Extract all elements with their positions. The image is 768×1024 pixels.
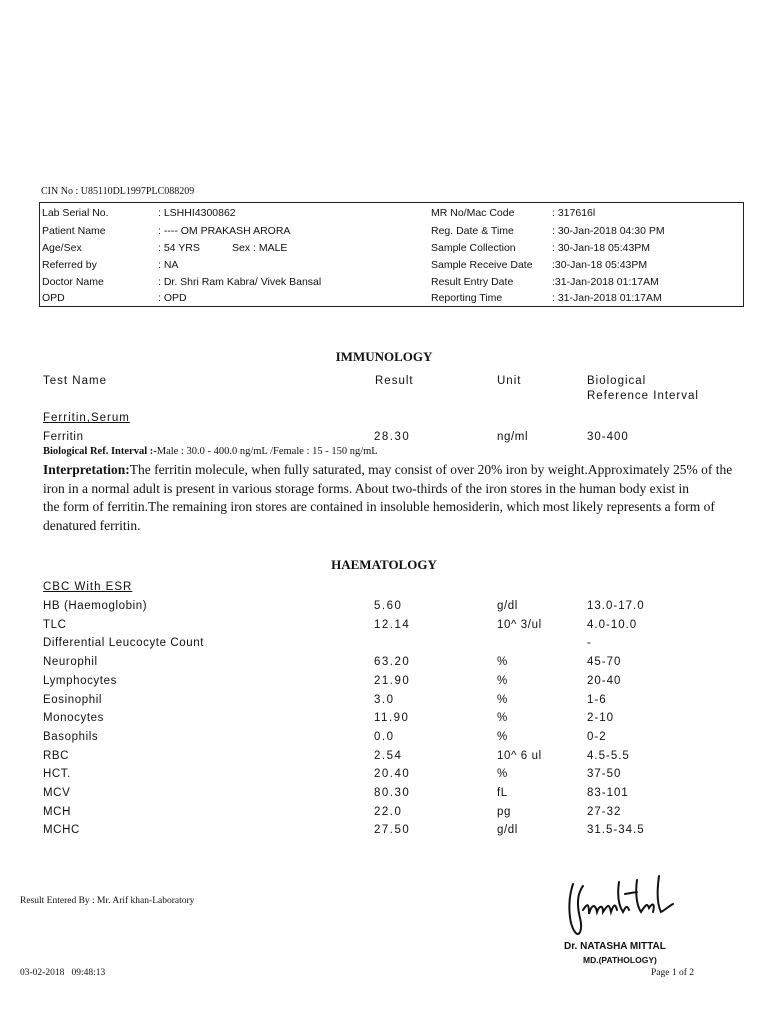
col-unit: Unit (497, 375, 522, 387)
patient-name-label: Patient Name (42, 225, 106, 237)
test-result: 28.30 (374, 431, 411, 443)
reporting-time-value: : 31-Jan-2018 01:17AM (552, 292, 662, 304)
sample-receive-value: :30-Jan-18 05:43PM (552, 259, 648, 271)
info-row (40, 225, 743, 242)
test-reference: 13.0-17.0 (587, 600, 645, 612)
test-name: Ferritin (43, 431, 84, 443)
test-name: MCV (43, 787, 71, 799)
test-reference: 37-50 (587, 768, 622, 781)
col-result: Result (375, 375, 414, 387)
test-result: 80.30 (374, 787, 411, 799)
test-unit: % (497, 656, 508, 669)
info-row (40, 292, 743, 309)
test-unit: 10^ 6 ul (497, 749, 542, 762)
test-result: 11.90 (374, 712, 410, 725)
interpretation-text-1: The ferritin molecule, when fully saturated, may consist of over 20% iron by weight.Approximately 25% of the iron in a normal adult is present in various storage forms. About two-thirds of the iron stores in the human body exist in (43, 462, 733, 496)
test-name: MCHC (43, 824, 80, 837)
patient-name-value: : ---- OM PRAKASH ARORA (158, 225, 291, 237)
test-reference: 45-70 (587, 656, 622, 669)
test-unit: % (497, 674, 508, 687)
test-unit: fL (497, 787, 508, 799)
test-reference: 20-40 (587, 674, 622, 687)
test-unit: % (497, 712, 508, 725)
ferritin-ref-interval (43, 446, 378, 457)
col-ref-line2: Reference Interval (587, 390, 699, 402)
info-row (40, 207, 743, 224)
test-reference: 4.5-5.5 (587, 749, 630, 762)
age-value: : 54 YRS (158, 242, 200, 254)
page-number: Page 1 of 2 (651, 968, 695, 978)
info-row (40, 276, 743, 293)
interpretation (43, 461, 735, 535)
print-date: 03-02-2018 (20, 968, 65, 978)
sex-value: Sex : MALE (232, 242, 288, 254)
mr-value: : 317616l (552, 207, 596, 219)
doctor-name: Dr. NATASHA MITTAL (564, 941, 666, 952)
signature (563, 872, 678, 940)
table-row (0, 656, 768, 674)
test-name: Eosinophil (43, 693, 103, 706)
table-row (0, 712, 768, 730)
table-row (0, 675, 768, 693)
ferritin-group-heading: Ferritin,Serum (43, 412, 130, 424)
test-name: RBC (43, 749, 70, 762)
test-result: 63.20 (374, 656, 411, 669)
table-row (0, 600, 768, 618)
test-reference: 31.5-34.5 (587, 824, 645, 837)
test-result: 20.40 (374, 768, 411, 781)
test-reference: 2-10 (587, 712, 615, 725)
test-name: HB (Haemoglobin) (43, 600, 148, 612)
test-unit: % (497, 768, 508, 781)
doctor-value: : Dr. Shri Ram Kabra/ Vivek Bansal (158, 276, 322, 288)
result-entry-label: Result Entry Date (431, 276, 514, 288)
reporting-time-label: Reporting Time (431, 292, 503, 304)
reg-date-label: Reg. Date & Time (431, 225, 514, 237)
test-name: Monocytes (43, 712, 105, 725)
referred-value: : NA (158, 259, 179, 271)
test-name: Differential Leucocyte Count (43, 637, 205, 650)
table-row (0, 694, 768, 712)
table-row (0, 637, 768, 655)
test-result: 22.0 (374, 805, 403, 818)
test-result: 27.50 (374, 824, 411, 837)
test-result: 5.60 (374, 600, 403, 612)
sample-receive-label: Sample Receive Date (431, 259, 533, 271)
test-unit: % (497, 730, 508, 743)
table-row (0, 806, 768, 824)
interpretation-text-2: the form of ferritin.The remaining iron stores are contained in insoluble hemosiderin, which most likely represents a form of denatured ferritin. (43, 499, 715, 533)
result-entry-value: :31-Jan-2018 01:17AM (552, 276, 659, 288)
table-row (0, 619, 768, 637)
print-time: 09:48:13 (71, 968, 106, 978)
print-datetime (20, 968, 105, 978)
test-name: Lymphocytes (43, 674, 117, 687)
test-unit: pg (497, 805, 511, 818)
test-result: 3.0 (374, 693, 395, 706)
lab-serial-label: Lab Serial No. (42, 207, 109, 219)
reg-date-value: : 30-Jan-2018 04:30 PM (552, 225, 665, 237)
test-result: 12.14 (374, 618, 411, 631)
table-row (0, 787, 768, 805)
opd-label: OPD (42, 292, 65, 304)
test-name: Neurophil (43, 656, 98, 669)
test-reference: 1-6 (587, 693, 607, 706)
test-result: 0.0 (374, 730, 395, 743)
test-reference: 83-101 (587, 787, 629, 799)
opd-value: : OPD (158, 292, 187, 304)
test-reference: 27-32 (587, 805, 622, 818)
test-reference: - (587, 637, 592, 650)
cin-number: CIN No : U85110DL1997PLC088209 (41, 186, 195, 197)
result-entered-by: Result Entered By : Mr. Arif khan-Laboratory (20, 896, 195, 906)
test-name: Basophils (43, 730, 99, 743)
info-row (40, 242, 743, 259)
cbc-group-heading: CBC With ESR (43, 581, 133, 593)
referred-label: Referred by (42, 259, 97, 271)
test-name: TLC (43, 618, 67, 631)
interpretation-label: Interpretation: (43, 462, 130, 477)
lab-serial-value: : LSHHI4300862 (158, 207, 236, 219)
ref-interval-text: Male : 30.0 - 400.0 ng/mL /Female : 15 - 150 ng/mL (156, 446, 378, 457)
doctor-label: Doctor Name (42, 276, 104, 288)
col-test-name: Test Name (43, 375, 107, 387)
test-name: MCH (43, 805, 71, 818)
table-row (0, 731, 768, 749)
doctor-degree: MD.(PATHOLOGY) (583, 955, 657, 965)
test-unit: g/dl (497, 824, 518, 837)
age-sex-label: Age/Sex (42, 242, 82, 254)
table-row (0, 750, 768, 768)
test-unit: 10^ 3/ul (497, 618, 542, 631)
test-reference: 0-2 (587, 730, 607, 743)
test-reference: 4.0-10.0 (587, 618, 638, 631)
test-unit: ng/ml (497, 431, 529, 443)
mr-label: MR No/Mac Code (431, 207, 515, 219)
table-row (0, 768, 768, 786)
immunology-title: IMMUNOLOGY (335, 349, 433, 364)
test-unit: g/dl (497, 600, 518, 612)
ref-interval-label: Biological Ref. Interval :- (43, 446, 157, 457)
test-name: HCT. (43, 768, 71, 781)
table-row (0, 824, 768, 842)
test-reference: 30-400 (587, 431, 629, 443)
test-result: 21.90 (374, 674, 411, 687)
info-row (40, 259, 743, 276)
sample-collection-value: : 30-Jan-18 05:43PM (552, 242, 651, 254)
interpretation-para-1 (43, 461, 735, 498)
test-result: 2.54 (374, 749, 403, 762)
sample-collection-label: Sample Collection (431, 242, 516, 254)
patient-info-box (39, 202, 744, 307)
haematology-title: HAEMATOLOGY (331, 557, 437, 572)
test-unit: % (497, 693, 508, 706)
col-ref-line1: Biological (587, 375, 647, 387)
